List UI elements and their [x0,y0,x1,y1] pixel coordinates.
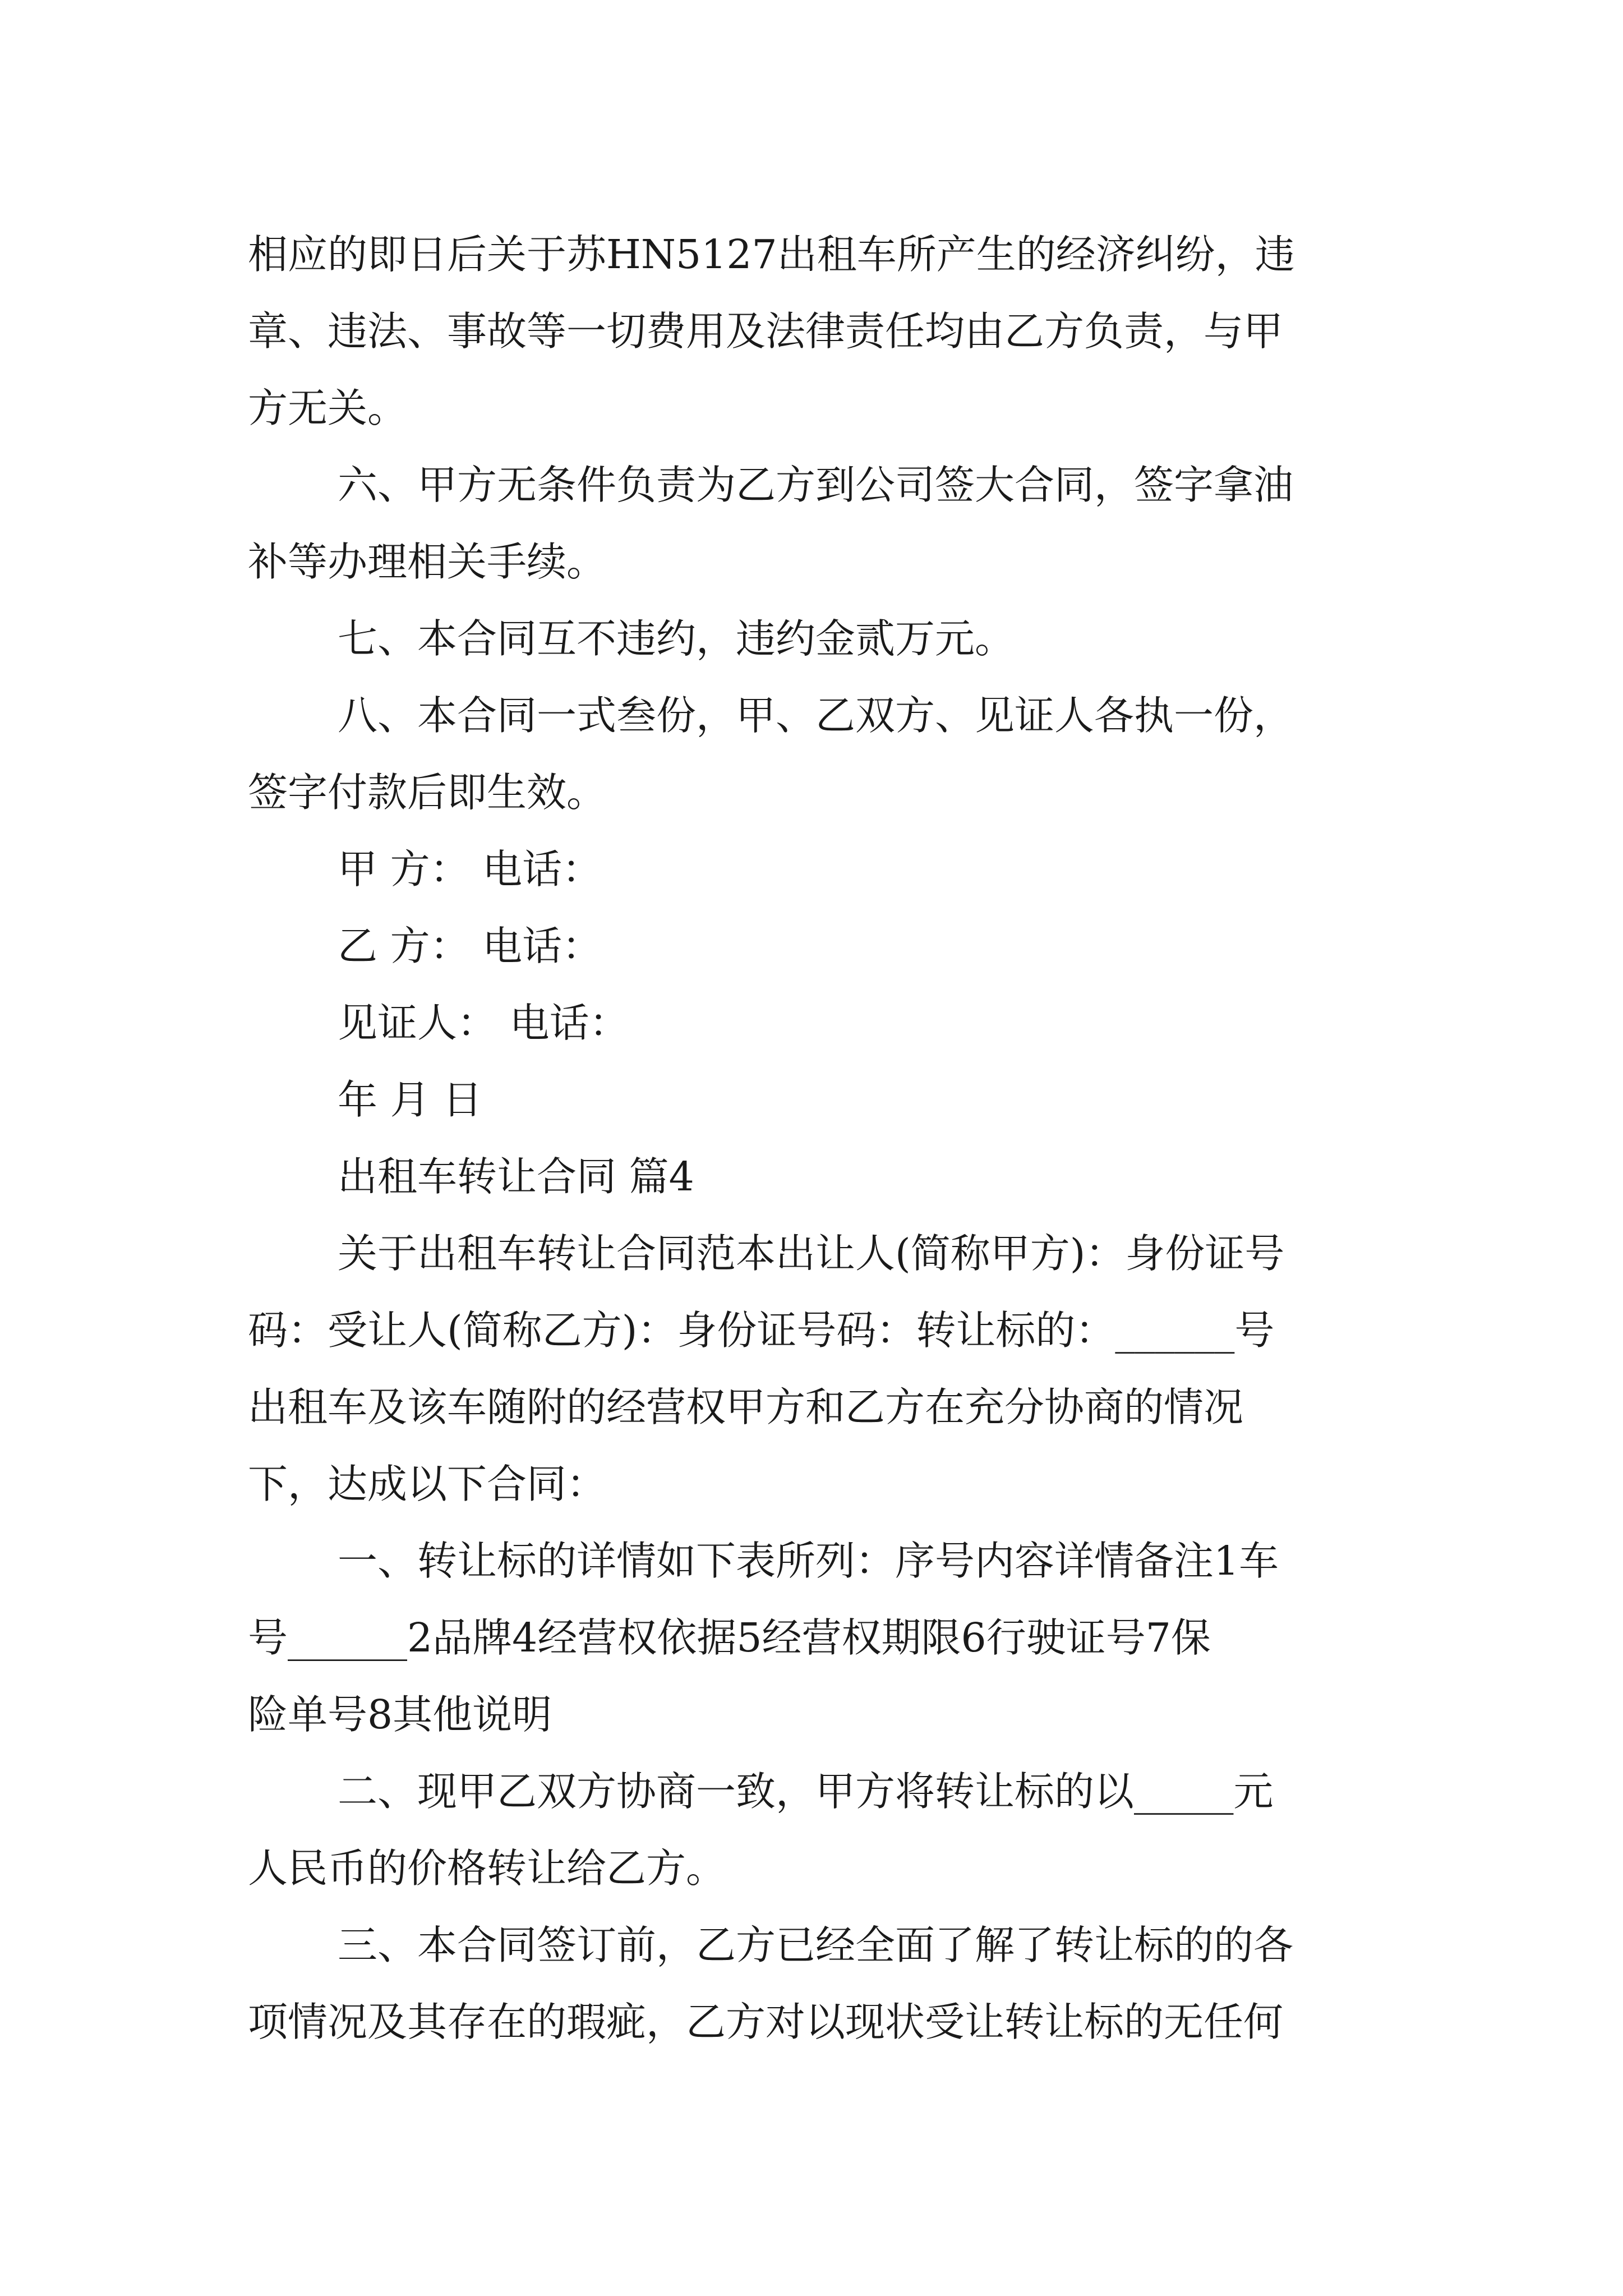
text-line: 下，达成以下合同： [248,1461,607,1507]
text-line: 人民币的价格转让给乙方。 [248,1845,726,1892]
section-heading: 出租车转让合同 篇4 [338,1153,694,1200]
text-line: 出租车及该车随附的经营权甲方和乙方在充分协商的情况 [248,1384,1244,1430]
clause-three: 三、本合同签订前，乙方已经全面了解了转让标的的各 [338,1922,1294,1968]
text-line: 补等办理相关手续。 [248,539,607,585]
clause-two: 二、现甲乙双方协商一致，甲方将转让标的以_____元 [338,1768,1274,1815]
contract-intro: 关于出租车转让合同范本出让人(简称甲方)：身份证号 [338,1230,1285,1277]
signature-party-b: 乙 方： 电话： [338,923,602,969]
signature-party-a: 甲 方： 电话： [338,846,602,892]
clause-eight: 八、本合同一式叁份，甲、乙双方、见证人各执一份， [338,692,1294,739]
text-line: 章、违法、事故等一切费用及法律责任均由乙方负责，与甲 [248,308,1284,355]
text-line: 码：受让人(简称乙方)：身份证号码：转让标的：______号 [248,1307,1275,1354]
text-line: 相应的即日后关于苏HN5127出租车所产生的经济纠纷，违 [248,231,1295,278]
clause-seven: 七、本合同互不违约，违约金贰万元。 [338,615,1015,662]
text-line: 签字付款后即生效。 [248,769,607,816]
text-line: 方无关。 [248,385,408,431]
signature-witness: 见证人： 电话： [338,1000,629,1046]
clause-one: 一、转让标的详情如下表所列：序号内容详情备注1车 [338,1538,1279,1584]
text-line: 项情况及其存在的瑕疵，乙方对以现状受让转让标的无任何 [248,1999,1284,2045]
document-body [248,216,1375,2060]
text-line: 险单号8其他说明 [248,1691,552,1738]
clause-six: 六、甲方无条件负责为乙方到公司签大合同，签字拿油 [338,462,1294,508]
text-line: 号______2品牌4经营权依据5经营权期限6行驶证号7保 [248,1614,1211,1661]
signature-date: 年 月 日 [338,1076,483,1123]
